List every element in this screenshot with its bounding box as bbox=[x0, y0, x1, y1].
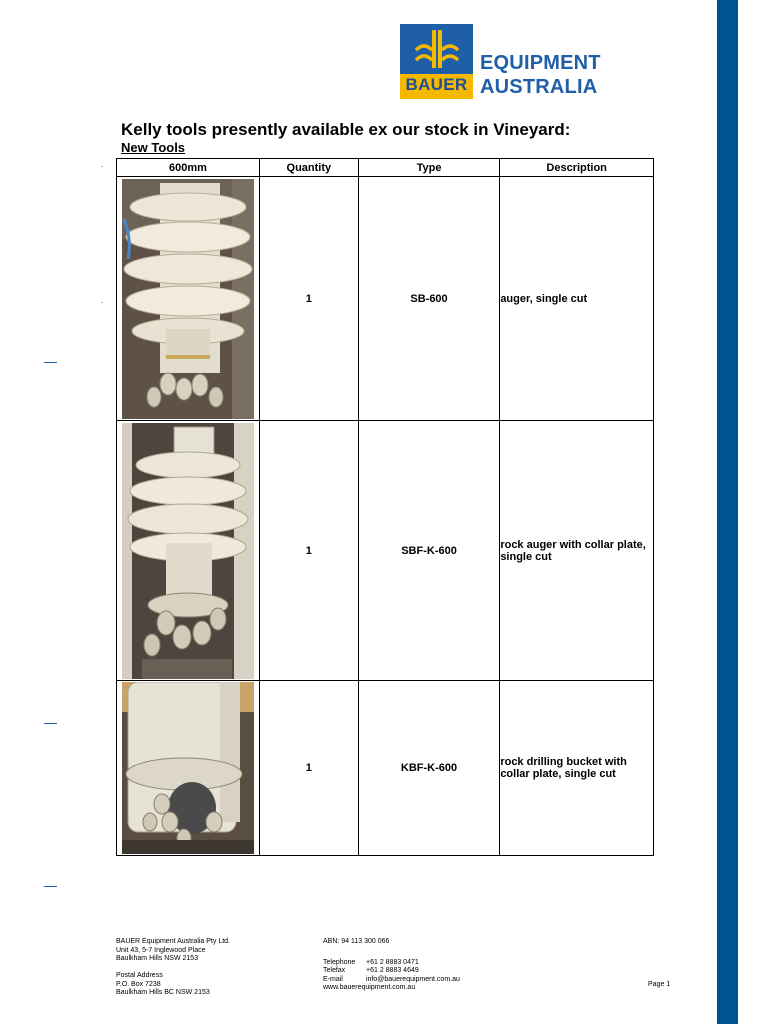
description-cell: rock auger with collar plate, single cut bbox=[500, 421, 654, 681]
margin-dot: . bbox=[101, 160, 104, 169]
email-label: E-mail bbox=[323, 975, 343, 983]
footer-company-name: BAUER Equipment Australia Pty Ltd. bbox=[116, 938, 230, 945]
col-header-size: 600mm bbox=[117, 159, 260, 177]
tools-table bbox=[116, 158, 654, 856]
telephone-value: +61 2 8883 0471 bbox=[366, 958, 419, 966]
logo-brand: BAUER bbox=[405, 75, 468, 94]
table-row bbox=[117, 681, 654, 856]
table-row bbox=[117, 421, 654, 681]
tool-photo-cell bbox=[117, 421, 260, 681]
logo-text-line2: AUSTRALIA bbox=[480, 76, 598, 98]
company-logo bbox=[400, 24, 610, 99]
website-link[interactable]: www.bauerequipment.com.au bbox=[323, 984, 416, 991]
side-accent-bar bbox=[717, 0, 738, 1024]
margin-dot: . bbox=[101, 296, 104, 305]
footer-postal-label: Postal Address bbox=[116, 972, 163, 979]
quantity-cell: 1 bbox=[259, 421, 358, 681]
footer-company-block bbox=[116, 938, 230, 998]
drilling-bucket-photo bbox=[122, 682, 254, 854]
footer-postal-box: P.O. Box 7238 bbox=[116, 980, 161, 988]
margin-mark bbox=[44, 362, 57, 363]
margin-mark bbox=[44, 886, 57, 887]
telefax-value: +61 2 8883 4649 bbox=[366, 967, 419, 974]
type-cell: KBF-K-600 bbox=[358, 681, 500, 856]
type-cell: SB-600 bbox=[358, 177, 500, 421]
footer-company-address: Unit 43, 5-7 Inglewood Place bbox=[116, 946, 206, 954]
logo-text-line1: EQUIPMENT bbox=[480, 52, 601, 74]
table-row bbox=[117, 177, 654, 421]
footer-company-city: Baulkham Hills NSW 2153 bbox=[116, 955, 199, 962]
section-subtitle: New Tools bbox=[121, 140, 186, 155]
telefax-label: Telefax bbox=[323, 967, 346, 974]
quantity-cell: 1 bbox=[259, 681, 358, 856]
col-header-type: Type bbox=[358, 159, 500, 177]
margin-mark bbox=[44, 723, 57, 724]
email-link[interactable]: info@bauerequipment.com.au bbox=[366, 975, 460, 983]
description-cell: auger, single cut bbox=[500, 177, 654, 421]
table-header-row bbox=[117, 159, 654, 177]
footer-abn: ABN: 94 113 300 066 bbox=[323, 938, 390, 945]
tool-photo-cell bbox=[117, 177, 260, 421]
description-cell: rock drilling bucket with collar plate, single cut bbox=[500, 681, 654, 856]
telephone-label: Telephone bbox=[323, 958, 356, 966]
logo-mark-icon bbox=[414, 28, 459, 74]
page-title: Kelly tools presently available ex our stock in Vineyard: bbox=[121, 120, 571, 139]
quantity-cell: 1 bbox=[259, 177, 358, 421]
col-header-quantity: Quantity bbox=[259, 159, 358, 177]
page-number: Page 1 bbox=[648, 981, 671, 988]
col-header-description: Description bbox=[500, 159, 654, 177]
auger-photo bbox=[122, 179, 254, 419]
type-cell: SBF-K-600 bbox=[358, 421, 500, 681]
footer-postal-city: Baulkham Hills BC NSW 2153 bbox=[116, 989, 210, 996]
rock-auger-photo bbox=[122, 423, 254, 679]
tool-photo-cell bbox=[117, 681, 260, 856]
footer-contact-block bbox=[323, 938, 460, 993]
